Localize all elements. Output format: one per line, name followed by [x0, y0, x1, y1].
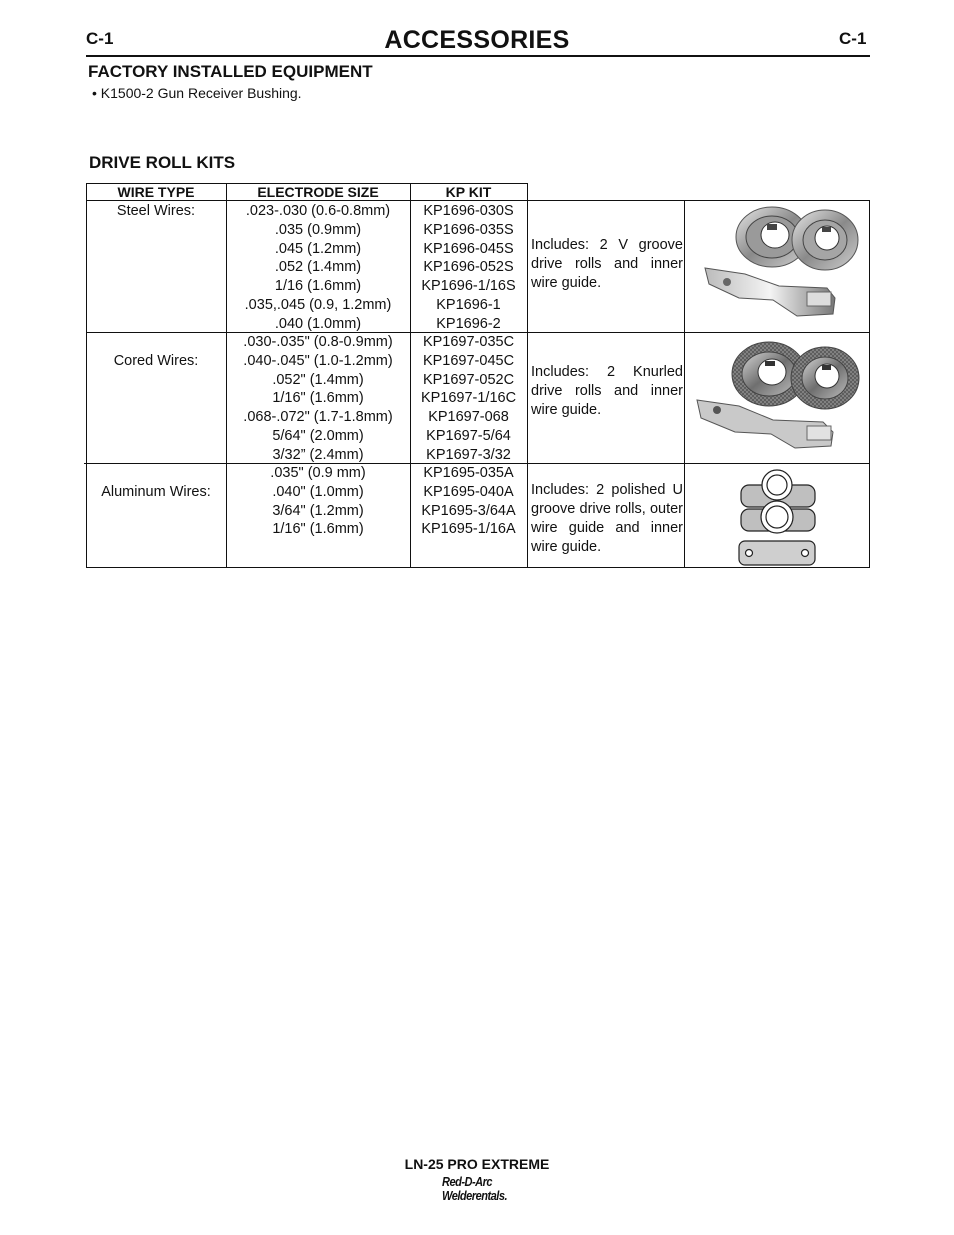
size-item: 1/16" (1.6mm): [272, 521, 364, 538]
v-groove-drive-rolls-photo: [687, 202, 868, 331]
logo-line-2: Welderentals.: [442, 1188, 508, 1203]
header-kp-kit: KP KIT: [445, 184, 492, 200]
kit-item: KP1697-045C: [422, 352, 515, 369]
kit-item: KP1695-035A: [423, 465, 514, 481]
kit-item: KP1696-052S: [423, 259, 514, 276]
header-wire-type: WIRE TYPE: [117, 184, 195, 200]
size-item: .040 (1.0mm): [274, 315, 362, 332]
size-item: .045 (1.2mm): [274, 240, 362, 257]
electrode-sizes-cored: [226, 333, 410, 465]
size-item: .035,.045 (0.9, 1.2mm): [244, 296, 392, 313]
kit-item: KP1697-052C: [422, 371, 515, 388]
kit-item: KP1696-030S: [423, 203, 514, 219]
size-item: 3/32” (2.4mm): [272, 446, 364, 463]
col-line-3: [527, 183, 528, 568]
col-line-4: [684, 200, 685, 568]
size-item: .035 (0.9mm): [274, 221, 362, 238]
wire-type-cored: Cored Wires:: [113, 353, 199, 369]
kit-item: KP1697-5/64: [426, 427, 511, 444]
kit-item: KP1695-1/16A: [421, 521, 516, 538]
table-header-bottom-border: [86, 200, 870, 201]
size-item: .040" (1.0mm): [272, 483, 364, 500]
page-code-left: C-1: [86, 29, 114, 48]
kit-item: KP1697-1/16C: [420, 390, 517, 407]
kit-item: KP1696-045S: [423, 240, 514, 257]
page-title: ACCESSORIES: [384, 26, 570, 54]
knurled-drive-rolls-photo: [687, 334, 868, 462]
page-code-right: C-1: [839, 29, 867, 48]
kp-kits-cored: [410, 333, 527, 465]
logo-line-1: Red-D-Arc: [442, 1174, 493, 1189]
electrode-sizes-steel: [226, 202, 410, 334]
drive-roll-heading: DRIVE ROLL KITS: [89, 153, 236, 172]
col-line-5: [869, 200, 870, 568]
description-cored: Includes: 2 Knurled drive rolls and inner wire guide.: [531, 364, 683, 418]
footer-model: LN-25 PRO EXTREME: [404, 1156, 550, 1172]
kp-kits-aluminum: [410, 464, 527, 539]
size-item: 1/16 (1.6mm): [274, 278, 362, 295]
kit-item: KP1696-2: [436, 315, 501, 332]
factory-heading: FACTORY INSTALLED EQUIPMENT: [88, 62, 373, 81]
wire-type-aluminum: Aluminum Wires:: [101, 484, 211, 500]
electrode-sizes-aluminum: [226, 464, 410, 539]
kit-item: KP1696-1/16S: [421, 278, 516, 295]
size-item: 1/16" (1.6mm): [272, 390, 364, 407]
size-item: .068-.072" (1.7-1.8mm): [243, 409, 393, 426]
red-d-arc-logo: [442, 1175, 507, 1203]
size-item: .052" (1.4mm): [272, 371, 364, 388]
u-groove-drive-rolls-drawing: [687, 465, 868, 566]
table-bottom-border: [86, 567, 870, 568]
header-electrode-size: ELECTRODE SIZE: [257, 184, 379, 200]
kit-item: KP1695-3/64A: [421, 502, 516, 519]
kit-item: KP1697-3/32: [426, 446, 511, 463]
kp-kits-steel: [410, 202, 527, 334]
kit-item: KP1696-1: [436, 296, 501, 313]
size-item: .040-.045" (1.0-1.2mm): [243, 352, 393, 369]
size-item: 5/64" (2.0mm): [272, 427, 364, 444]
size-item: .035" (0.9 mm): [270, 465, 366, 481]
size-item: .052 (1.4mm): [274, 259, 362, 276]
kit-item: KP1697-035C: [422, 334, 515, 350]
size-item: .030-.035" (0.8-0.9mm): [243, 334, 393, 350]
description-aluminum: Includes: 2 polished U groove drive rolls, outer wire guide and inner wire guide.: [531, 482, 683, 555]
size-item: 3/64" (1.2mm): [272, 502, 364, 519]
description-steel: Includes: 2 V groove drive rolls and inner wire guide.: [531, 237, 683, 291]
size-item: .023-.030 (0.6-0.8mm): [245, 203, 391, 219]
header-rule: [86, 55, 870, 57]
kit-item: KP1696-035S: [423, 221, 514, 238]
kit-item: KP1695-040A: [423, 483, 514, 500]
factory-bullet: • K1500-2 Gun Receiver Bushing.: [92, 85, 302, 101]
wire-type-steel: Steel Wires:: [116, 203, 196, 219]
kit-item: KP1697-068: [428, 409, 509, 426]
col-line-0: [86, 183, 87, 568]
